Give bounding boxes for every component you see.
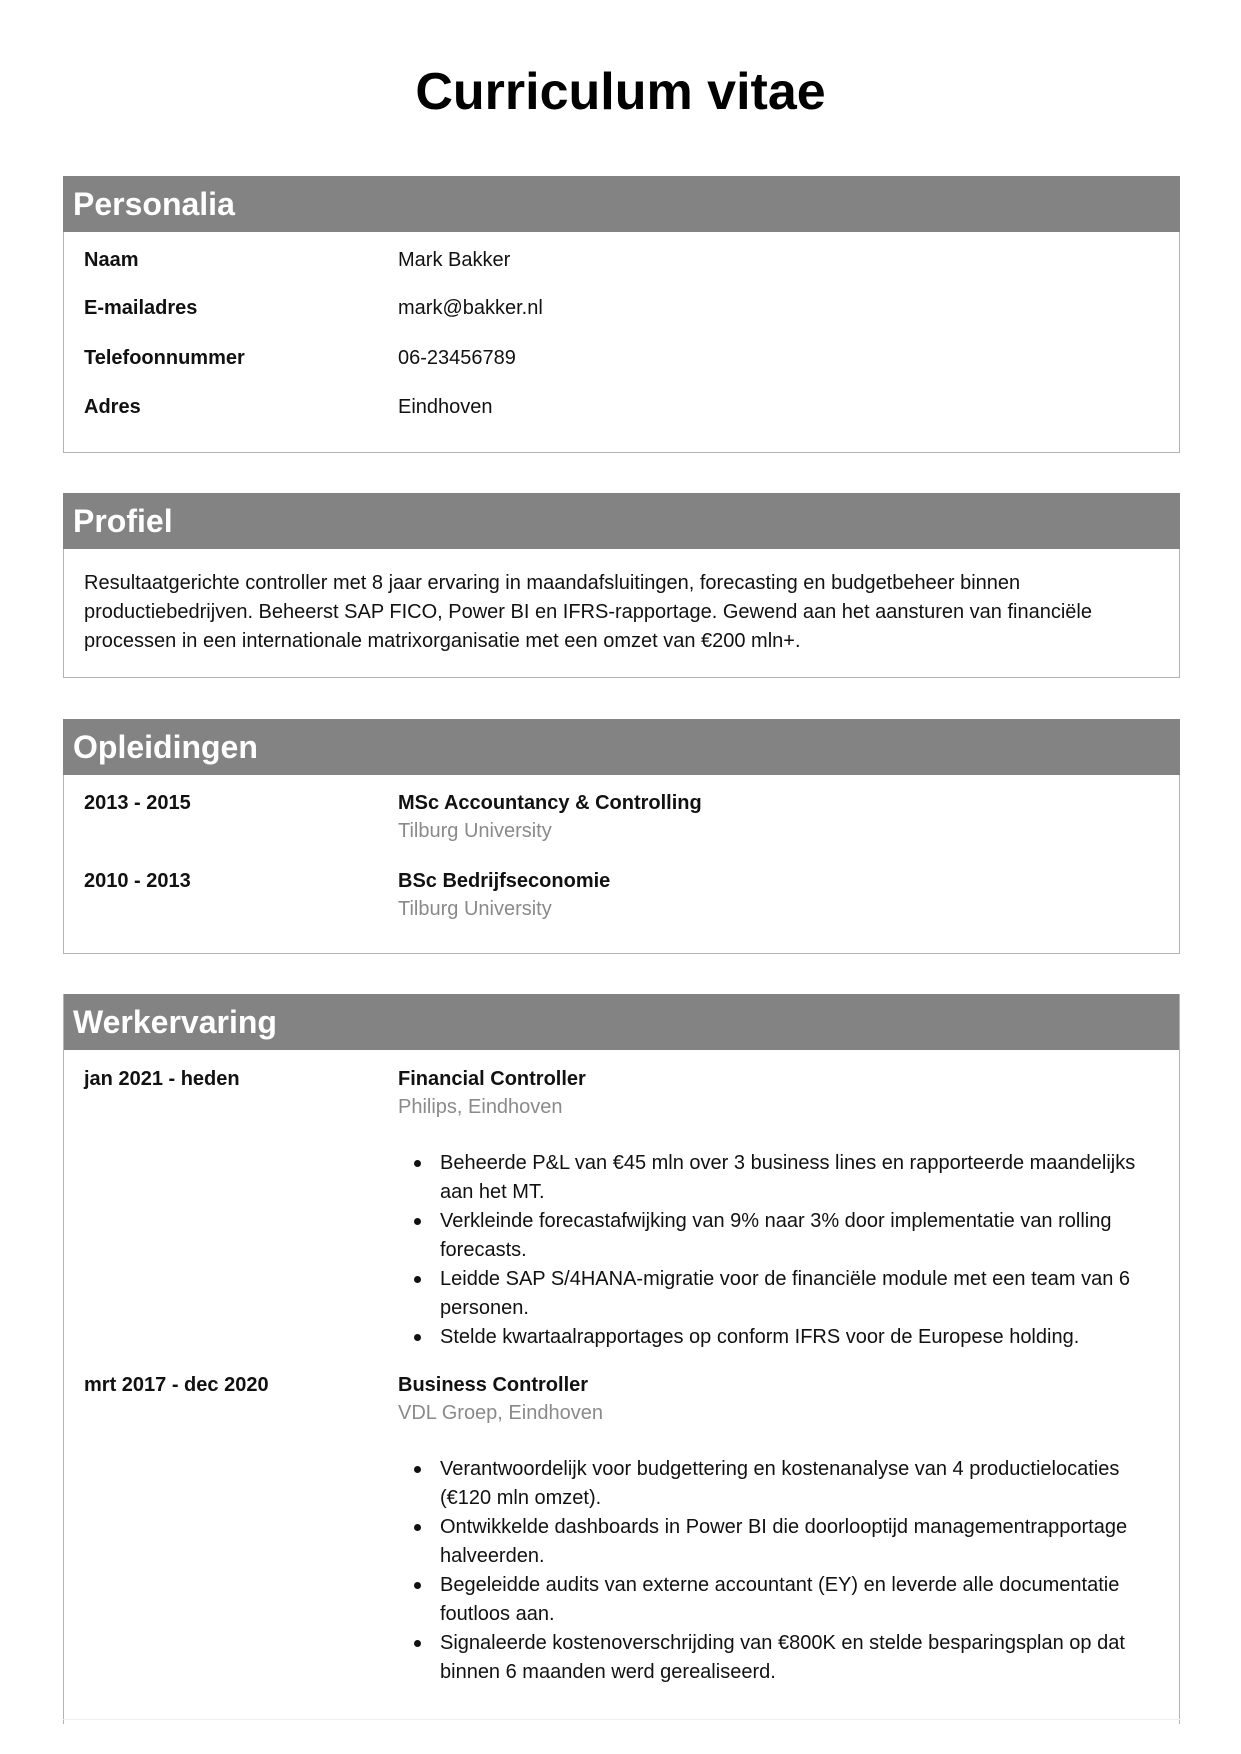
section-opleidingen — [63, 719, 1180, 954]
work-title: Business Controller — [398, 1374, 589, 1396]
section-heading-personalia: Personalia — [63, 176, 1180, 232]
profile-text: Resultaatgerichte controller met 8 jaar ervaring in maandafsluitingen, forecasting en budgetbeheer binnen productiebedrijven. Beheerst SAP FICO, Power BI en IFRS-rapportage. Gewend aan het aansturen van financiële processen in een internationale matrixorganisatie met een omzet van €200 mln+. — [84, 572, 1092, 652]
field-value: 06-23456789 — [398, 347, 516, 369]
section-heading-profiel: Profiel — [63, 493, 1180, 549]
education-period: 2010 - 2013 — [84, 870, 191, 892]
bullet-item: Verkleinde forecastafwijking van 9% naar 3% door implementatie van rolling forecasts. — [398, 1207, 1161, 1265]
work-title: Financial Controller — [398, 1068, 586, 1090]
bullet-item: Verantwoordelijk voor budgettering en kostenanalyse van 4 productielocaties (€120 mln omzet). — [398, 1455, 1161, 1513]
bullet-item: Leidde SAP S/4HANA-migratie voor de financiële module met een team van 6 personen. — [398, 1265, 1161, 1323]
field-label: E-mailadres — [84, 297, 198, 319]
section-werkervaring — [63, 994, 1180, 1724]
section-heading-opleidingen: Opleidingen — [63, 719, 1180, 775]
bullet-item: Signaleerde kostenoverschrijding van €800K en stelde besparingsplan op dat binnen 6 maanden werd gerealiseerd. — [398, 1629, 1161, 1687]
work-bullets — [398, 1455, 1161, 1687]
education-period: 2013 - 2015 — [84, 792, 191, 814]
field-label: Telefoonnummer — [84, 347, 245, 369]
work-company: VDL Groep, Eindhoven — [398, 1402, 603, 1424]
field-value: mark@bakker.nl — [398, 297, 543, 319]
work-bullets — [398, 1149, 1161, 1352]
work-period: jan 2021 - heden — [84, 1068, 240, 1090]
field-label: Naam — [84, 249, 139, 271]
education-institution: Tilburg University — [398, 820, 552, 842]
bullet-item: Begeleidde audits van externe accountant (EY) en leverde alle documentatie foutloos aan. — [398, 1571, 1161, 1629]
bullet-item: Ontwikkelde dashboards in Power BI die doorlooptijd managementrapportage halveerden. — [398, 1513, 1161, 1571]
work-period: mrt 2017 - dec 2020 — [84, 1374, 269, 1396]
section-personalia — [63, 176, 1180, 453]
work-company: Philips, Eindhoven — [398, 1096, 563, 1118]
section-profiel — [63, 493, 1180, 678]
field-value: Mark Bakker — [398, 249, 511, 271]
section-heading-werkervaring: Werkervaring — [63, 994, 1180, 1050]
education-title: MSc Accountancy & Controlling — [398, 792, 702, 814]
bullet-item: Stelde kwartaalrapportages op conform IFRS voor de Europese holding. — [398, 1323, 1161, 1352]
page-title: Curriculum vitae — [415, 63, 826, 121]
education-title: BSc Bedrijfseconomie — [398, 870, 611, 892]
bullet-item: Beheerde P&L van €45 mln over 3 business lines en rapporteerde maandelijks aan het MT. — [398, 1149, 1161, 1207]
field-label: Adres — [84, 396, 141, 418]
page-divider — [63, 1719, 1180, 1720]
field-value: Eindhoven — [398, 396, 493, 418]
education-institution: Tilburg University — [398, 898, 552, 920]
